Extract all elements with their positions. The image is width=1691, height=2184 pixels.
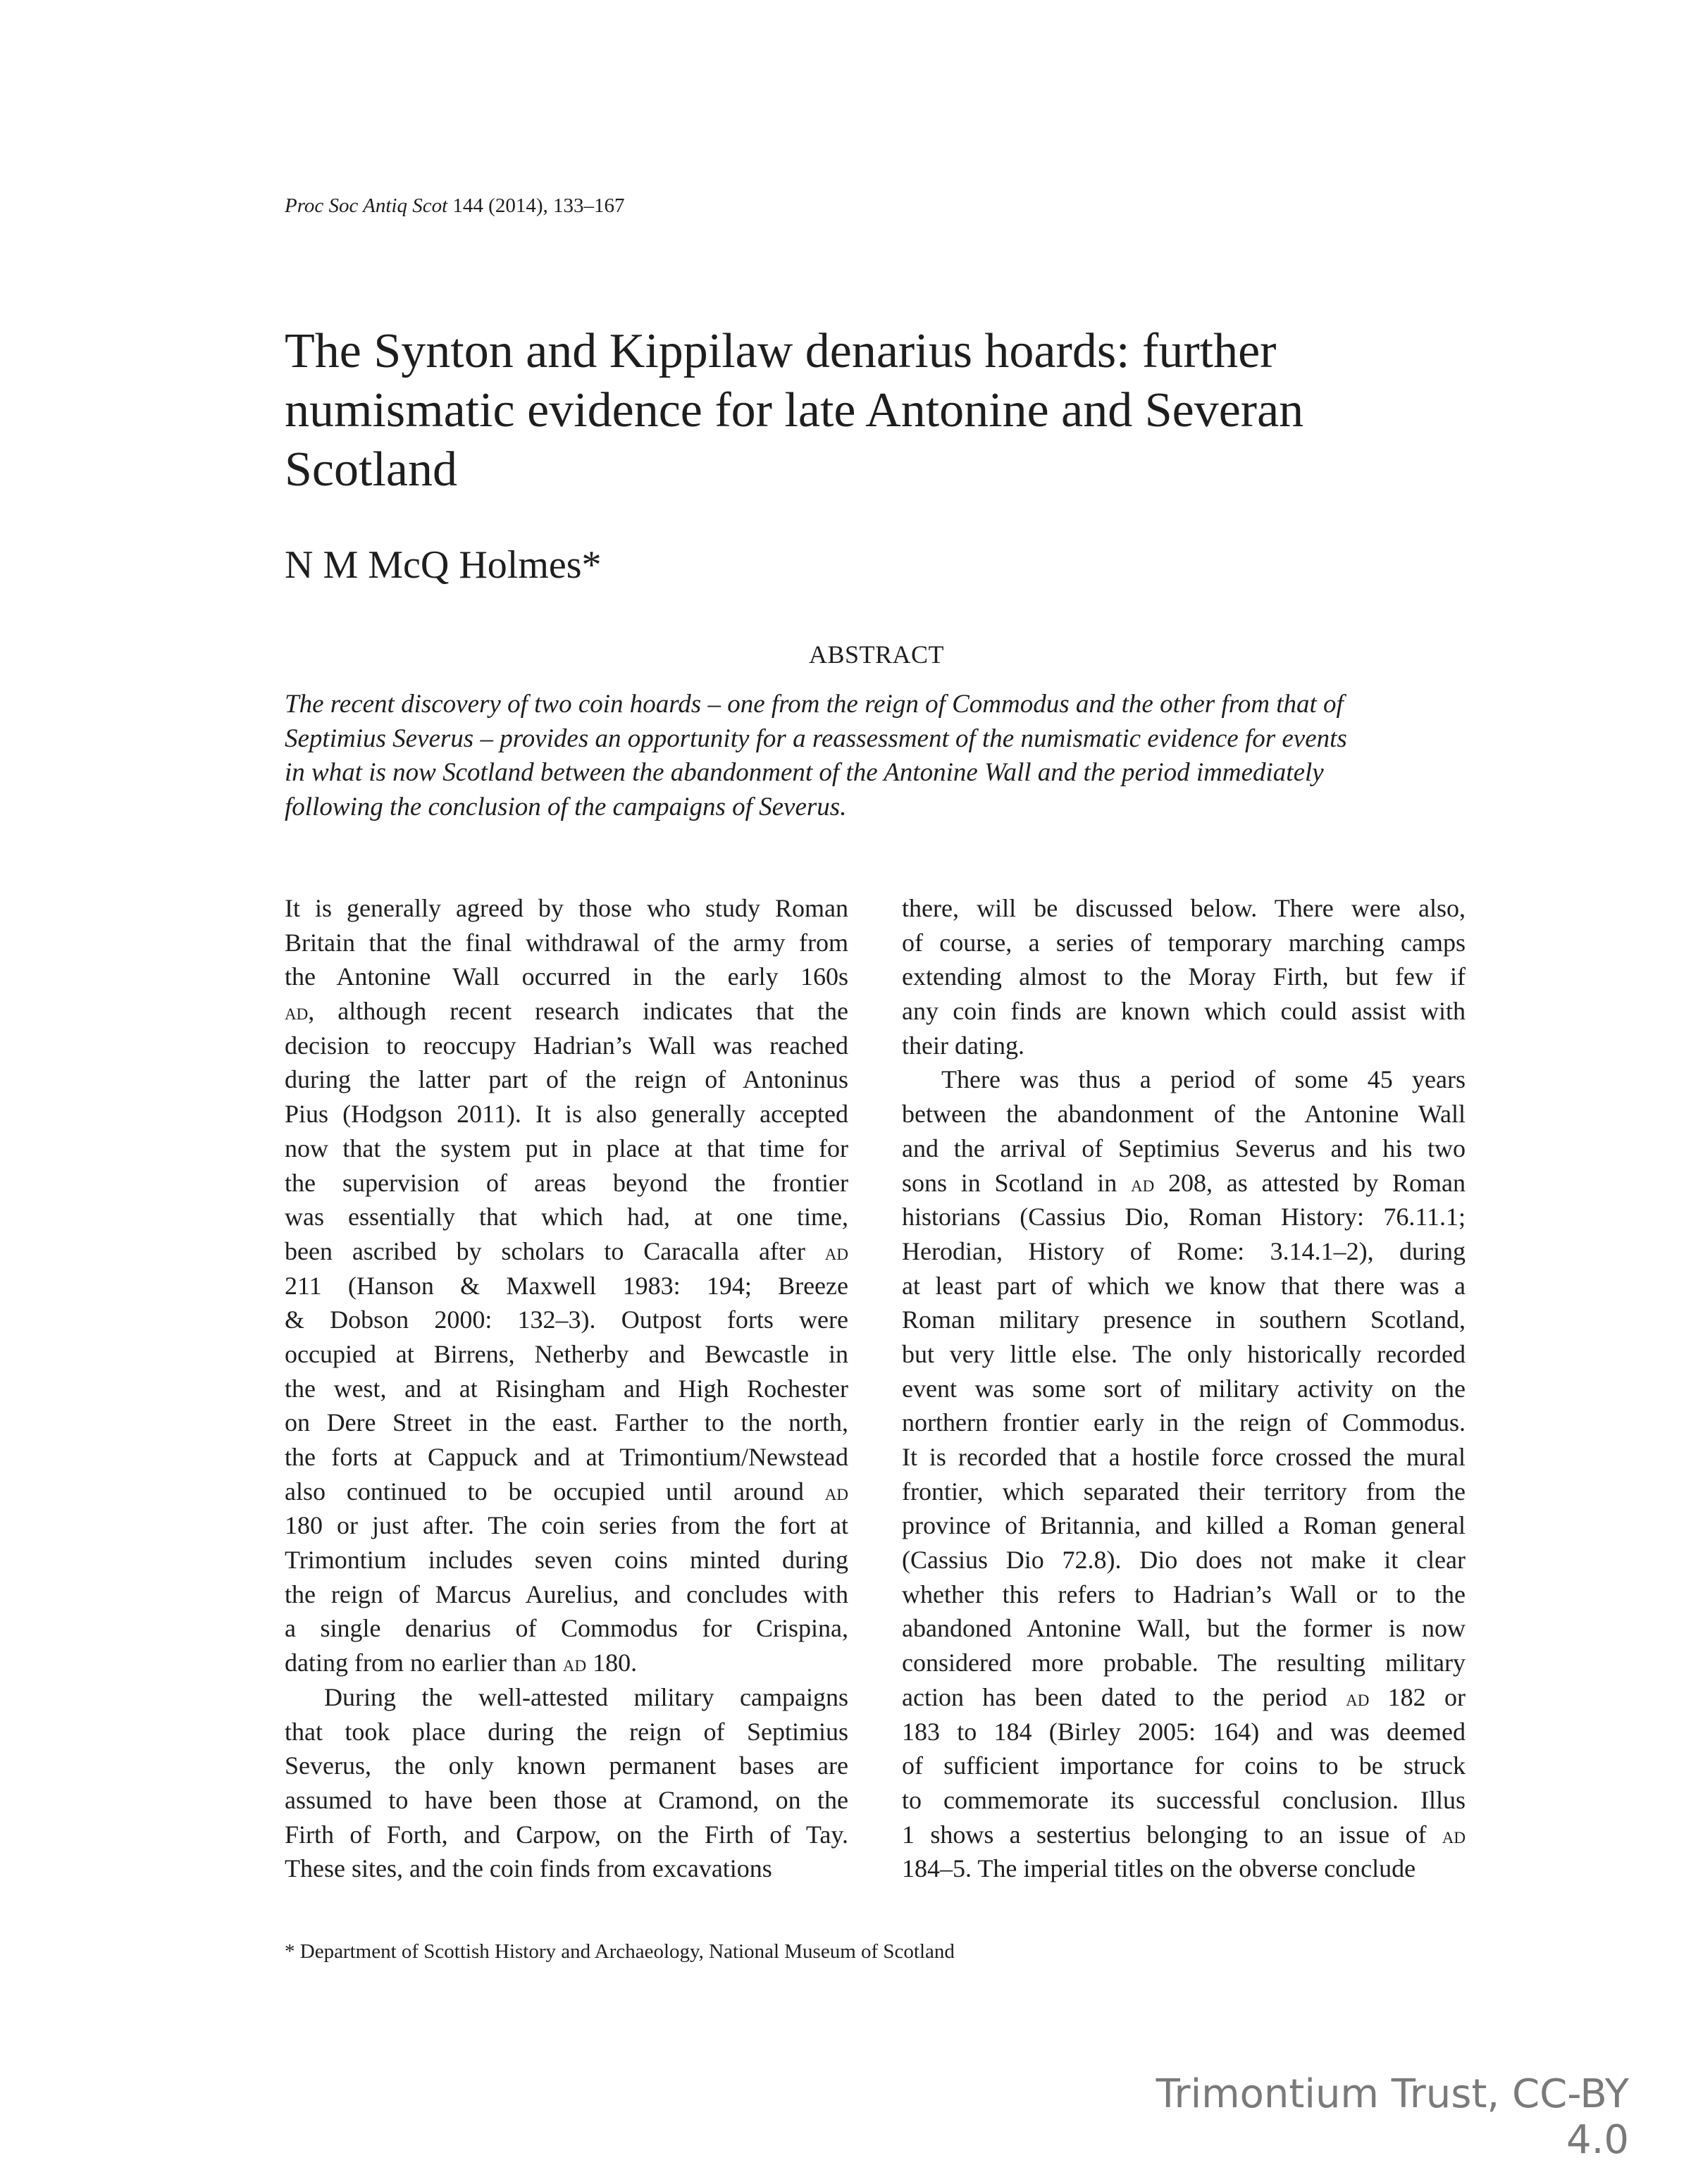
body-line: occupied at Birrens, Netherby and Bewcastle in xyxy=(285,1339,848,1368)
body-line: frontier, which separated their territory from the xyxy=(902,1477,1466,1506)
body-line: that took place during the reign of Septimius xyxy=(285,1717,848,1746)
body-line: between the abandonment of the Antonine Wall xyxy=(902,1100,1466,1129)
body-line: Herodian, History of Rome: 3.14.1–2), during xyxy=(902,1236,1466,1265)
body-line: the supervision of areas beyond the frontier xyxy=(285,1168,848,1197)
author-name: N M McQ Holmes* xyxy=(285,543,602,587)
body-line: event was some sort of military activity on the xyxy=(902,1374,1466,1403)
abstract-heading: ABSTRACT xyxy=(808,640,945,669)
body-line: and the arrival of Septimius Severus and his two xyxy=(902,1134,1466,1162)
body-line: whether this refers to Hadrian’s Wall or to the xyxy=(902,1580,1466,1608)
body-column-left xyxy=(285,891,848,1886)
body-line: 183 to 184 (Birley 2005: 164) and was deemed xyxy=(902,1717,1466,1746)
body-line: Trimontium includes seven coins minted during xyxy=(285,1546,848,1575)
body-line: dating from no earlier than ad 180. xyxy=(285,1649,638,1677)
body-line: the Antonine Wall occurred in the early 160s xyxy=(285,962,848,991)
body-line: been ascribed by scholars to Caracalla after ad xyxy=(285,1236,848,1265)
body-line: but very little else. The only historically recorded xyxy=(902,1339,1466,1368)
author-affiliation-footnote: * Department of Scottish History and Archaeology, National Museum of Scotland xyxy=(285,1940,955,1963)
body-line: any coin finds are known which could assist with xyxy=(902,997,1466,1026)
body-line: During the well-attested military campaigns xyxy=(324,1682,848,1711)
body-line: the forts at Cappuck and at Trimontium/Newstead xyxy=(285,1443,848,1471)
body-line: also continued to be occupied until around ad xyxy=(285,1477,848,1506)
abstract-line: in what is now Scotland between the abandonment of the Antonine Wall and the period immediately xyxy=(285,758,1324,787)
body-line: during the latter part of the reign of Antoninus xyxy=(285,1065,848,1094)
abstract-line: following the conclusion of the campaigns of Severus. xyxy=(285,792,847,821)
body-line: action has been dated to the period ad 182 or xyxy=(902,1682,1466,1711)
body-line: historians (Cassius Dio, Roman History: 76.11.1; xyxy=(902,1203,1466,1231)
body-line: It is generally agreed by those who study Roman xyxy=(285,894,848,922)
abstract-line: The recent discovery of two coin hoards – one from the reign of Commodus and the other from that of xyxy=(285,690,1344,719)
body-line: Britain that the final withdrawal of the army from xyxy=(285,928,848,957)
journal-name: Proc Soc Antiq Scot xyxy=(285,194,448,217)
body-line: considered more probable. The resulting military xyxy=(902,1649,1466,1677)
body-line: Severus, the only known permanent bases are xyxy=(285,1751,848,1780)
title-line: The Synton and Kippilaw denarius hoards: further xyxy=(285,324,1277,378)
abstract-text xyxy=(285,688,1468,824)
body-line: of course, a series of temporary marching camps xyxy=(902,928,1466,957)
title-line: Scotland xyxy=(285,442,457,497)
body-line: decision to reoccupy Hadrian’s Wall was reached xyxy=(285,1031,848,1060)
abstract-line: Septimius Severus – provides an opportunity for a reassessment of the numismatic evidence for events xyxy=(285,724,1347,753)
body-line: There was thus a period of some 45 years xyxy=(941,1065,1466,1094)
body-line: was essentially that which had, at one time, xyxy=(285,1203,848,1231)
body-line: on Dere Street in the east. Farther to the north, xyxy=(285,1408,848,1437)
image-credit: Trimontium Trust, CC-BY 4.0 xyxy=(1156,2071,1629,2163)
body-line: 180 or just after. The coin series from the fort at xyxy=(285,1511,848,1540)
body-line: extending almost to the Moray Firth, but few if xyxy=(902,962,1466,991)
body-line: & Dobson 2000: 132–3). Outpost forts were xyxy=(285,1305,848,1334)
journal-volume-pages: 144 (2014), 133–167 xyxy=(447,194,625,217)
body-line: of sufficient importance for coins to be struck xyxy=(902,1751,1466,1780)
body-line: the west, and at Risingham and High Rochester xyxy=(285,1374,848,1403)
body-line: at least part of which we know that there was a xyxy=(902,1271,1466,1300)
body-line: 184–5. The imperial titles on the obverse conclude xyxy=(902,1854,1416,1883)
body-line: province of Britannia, and killed a Roman general xyxy=(902,1511,1466,1540)
body-line: sons in Scotland in ad 208, as attested by Roman xyxy=(902,1168,1466,1197)
body-line: 211 (Hanson & Maxwell 1983: 194; Breeze xyxy=(285,1271,848,1300)
title-line: numismatic evidence for late Antonine and Severan xyxy=(285,383,1304,438)
body-line: abandoned Antonine Wall, but the former is now xyxy=(902,1614,1466,1643)
body-line: assumed to have been those at Cramond, on the xyxy=(285,1785,848,1814)
body-line: Roman military presence in southern Scotland, xyxy=(902,1305,1466,1334)
body-line: now that the system put in place at that time for xyxy=(285,1134,848,1162)
article-title xyxy=(285,322,1482,500)
body-line: (Cassius Dio 72.8). Dio does not make it clear xyxy=(902,1546,1466,1575)
body-line: there, will be discussed below. There were also, xyxy=(902,894,1466,922)
body-line: It is recorded that a hostile force crossed the mural xyxy=(902,1443,1466,1471)
body-line: their dating. xyxy=(902,1031,1024,1060)
body-line: These sites, and the coin finds from excavations xyxy=(285,1854,772,1883)
body-line: a single denarius of Commodus for Crispina, xyxy=(285,1614,848,1643)
journal-citation xyxy=(285,194,624,218)
body-line: the reign of Marcus Aurelius, and concludes with xyxy=(285,1580,848,1608)
body-line: Firth of Forth, and Carpow, on the Firth of Tay. xyxy=(285,1820,848,1849)
body-line: 1 shows a sestertius belonging to an issue of ad xyxy=(902,1820,1466,1849)
body-column-right xyxy=(902,891,1466,1886)
body-line: northern frontier early in the reign of Commodus. xyxy=(902,1408,1466,1437)
body-line: Pius (Hodgson 2011). It is also generally accepted xyxy=(285,1100,848,1129)
body-line: ad, although recent research indicates that the xyxy=(285,997,848,1026)
body-line: to commemorate its successful conclusion. Illus xyxy=(902,1785,1466,1814)
